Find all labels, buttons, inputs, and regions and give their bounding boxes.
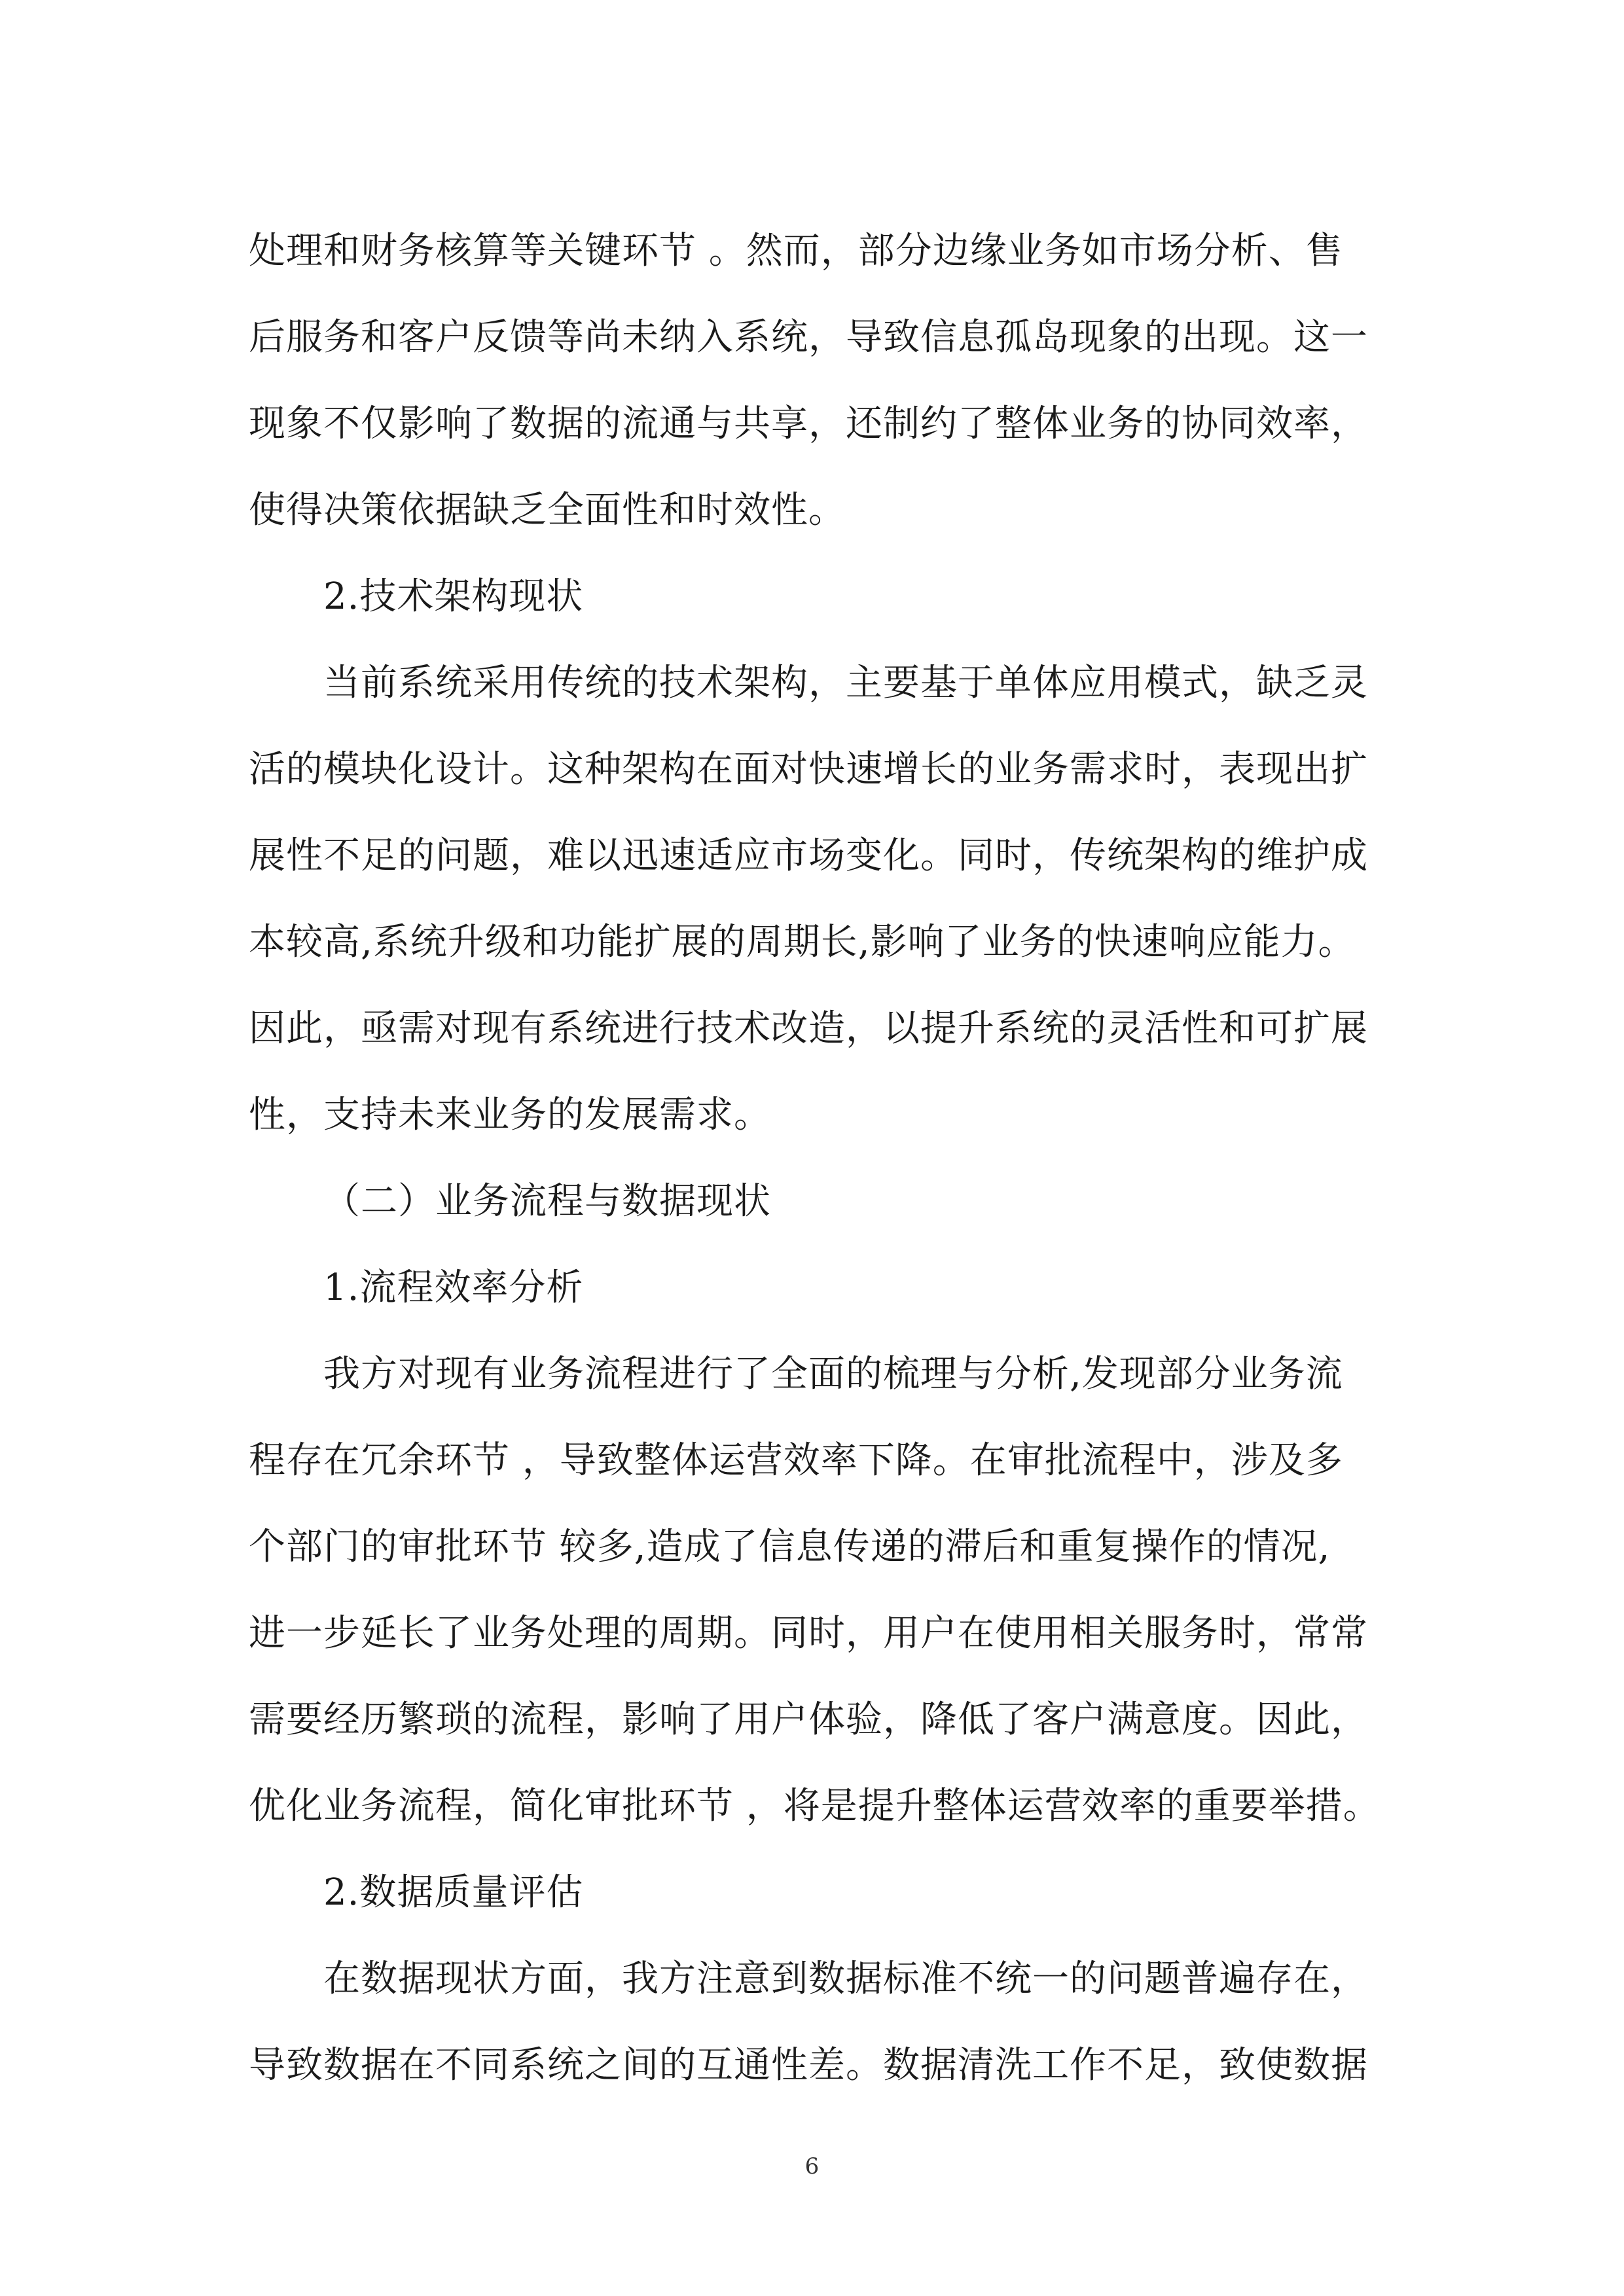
paragraph-line: 优化业务流程，简化审批环节 ，将是提升整体运营效率的重要举措。 <box>249 1785 1380 1827</box>
paragraph-line: 活的模块化设计。这种架构在面对快速增长的业务需求时，表现出扩 <box>249 748 1368 791</box>
paragraph-line: 处理和财务核算等关键环节 。然而，部分边缘业务如市场分析、售 <box>249 230 1343 272</box>
paragraph-line: 我方对现有业务流程进行了全面的梳理与分析,发现部分业务流 <box>323 1353 1343 1395</box>
paragraph-line: 导致数据在不同系统之间的互通性差。数据清洗工作不足，致使数据 <box>249 2044 1368 2087</box>
paragraph-line: 因此，亟需对现有系统进行技术改造，以提升系统的灵活性和可扩展 <box>249 1007 1368 1050</box>
paragraph-line: 性，支持未来业务的发展需求。 <box>249 1094 771 1136</box>
paragraph-line: 使得决策依据缺乏全面性和时效性。 <box>249 489 846 531</box>
paragraph-line: 后服务和客户反馈等尚未纳入系统，导致信息孤岛现象的出现。这一 <box>249 316 1368 359</box>
body-text <box>249 208 1389 2109</box>
paragraph-line: 现象不仅影响了数据的流通与共享，还制约了整体业务的协同效率， <box>249 403 1368 445</box>
paragraph-line: 本较高,系统升级和功能扩展的周期长,影响了业务的快速响应能力。 <box>249 921 1356 963</box>
section-heading: 1.流程效率分析 <box>323 1266 584 1309</box>
paragraph-line: 在数据现状方面，我方注意到数据标准不统一的问题普遍存在， <box>323 1958 1368 2000</box>
paragraph-line: 个部门的审批环节 较多,造成了信息传递的滞后和重复操作的情况, <box>249 1526 1331 1568</box>
section-heading: 2.技术架构现状 <box>323 575 584 618</box>
page-number: 6 <box>804 2153 820 2179</box>
section-heading: （二）业务流程与数据现状 <box>323 1180 771 1223</box>
section-heading: 2.数据质量评估 <box>323 1871 584 1914</box>
paragraph-line: 进一步延长了业务处理的周期。同时，用户在使用相关服务时，常常 <box>249 1612 1368 1655</box>
paragraph-line: 当前系统采用传统的技术架构，主要基于单体应用模式，缺乏灵 <box>323 662 1368 704</box>
paragraph-line: 需要经历繁琐的流程，影响了用户体验，降低了客户满意度。因此， <box>249 1698 1368 1741</box>
paragraph-line: 展性不足的问题，难以迅速适应市场变化。同时，传统架构的维护成 <box>249 834 1368 877</box>
paragraph-line: 程存在冗余环节 ，导致整体运营效率下降。在审批流程中，涉及多 <box>249 1439 1343 1482</box>
